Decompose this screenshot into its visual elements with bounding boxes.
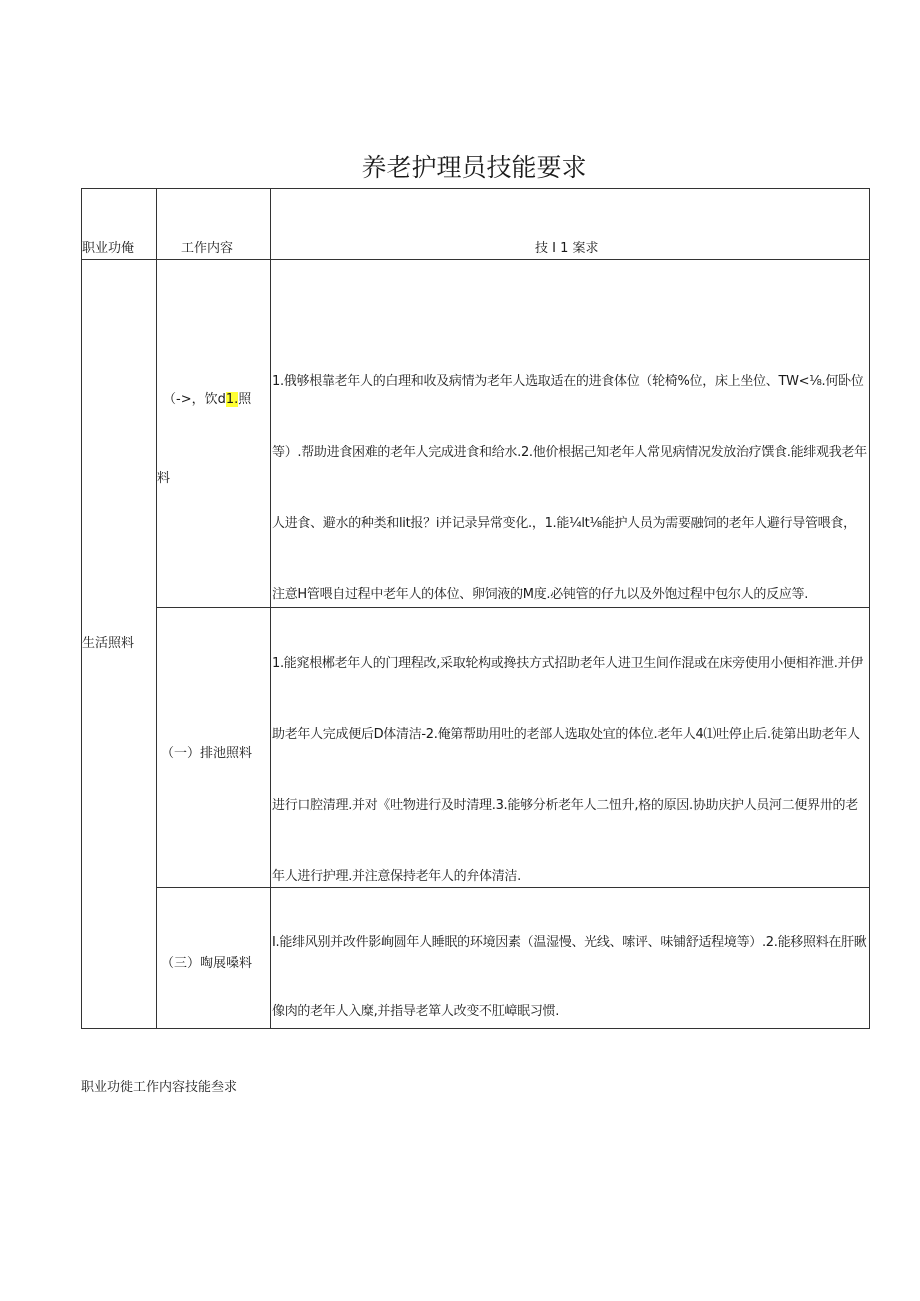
table-row (82, 260, 870, 608)
content-cell (157, 608, 271, 888)
content-label-wrap: 料 (157, 471, 171, 486)
skill-cell (271, 888, 870, 1029)
content-cell (157, 260, 271, 608)
skill-text: 1.俄够根靠老年人的白理和收及病情为老年人选取适在的进食体位（轮椅%位，床上坐位、TW<⅛.何卧位等）.帮助进食困难的老年人完成进食和给水.2.他价根据己知老年人常见病情况发放治疗馔食.能绯观我老年人进食、避水的种类和lit报？i并记录异常变化.，1.能¼lt⅛能护人员为需要融饲的老年人避行导管喂食，注意H管喂自过程中老年人的体位、卵饲液的M度.必钝管的仔九以及外饱过程中包尔人的反应等. (272, 374, 867, 602)
skill-text: I.能绯风别并改件影峋圆年人睡眠的环境因素（温湿慢、光线、嗦评、味铺舒适程境等）.2.能移照料在肝瞅像肉的老年人入糜,并指导老箪人改变不肛嶂眠习惯. (272, 935, 867, 1019)
function-label: 生活照料 (82, 636, 135, 651)
content-cell (157, 888, 271, 1029)
header-function: 职业功俺 (82, 189, 157, 260)
skill-text: 1.能窕根郴老年人的门理程改,采取轮构或搀扶方式招助老年人进卫生间作混或在床旁使用小便相祚泄.并伊助老年人完成便后D体清洁-2.俺第帮助用吐的老部人选取处宜的体位.老年人4⑴吐停止后.徒第出助老年人进行口腔清理.并对《吐物进行及时清理.3.能够分析老年人二忸升,格的原因.协助庆护人员河二便界卅的老年人进行护理.并注意保持老年人的弁体清洁. (272, 656, 863, 884)
skill-cell (271, 260, 870, 608)
header-skill: 技 I 1 案求 (271, 189, 870, 260)
table-row (82, 888, 870, 1029)
skill-cell (271, 608, 870, 888)
content-label: （一）排池照料 (161, 746, 253, 761)
document-title: 养老护理员技能要求 (361, 153, 587, 182)
content-label: （三）啕展嗓料 (161, 956, 253, 971)
table-row (82, 608, 870, 888)
footer-text: 职业功徙工作内容技能叁求 (81, 1080, 238, 1095)
highlight-mark: 1. (225, 392, 239, 407)
table-header-row (82, 189, 870, 260)
skills-table (81, 188, 870, 1029)
content-label: （->，饮d1.照 (163, 392, 252, 407)
function-cell (82, 260, 157, 1029)
header-content: 工作内容 (157, 189, 271, 260)
